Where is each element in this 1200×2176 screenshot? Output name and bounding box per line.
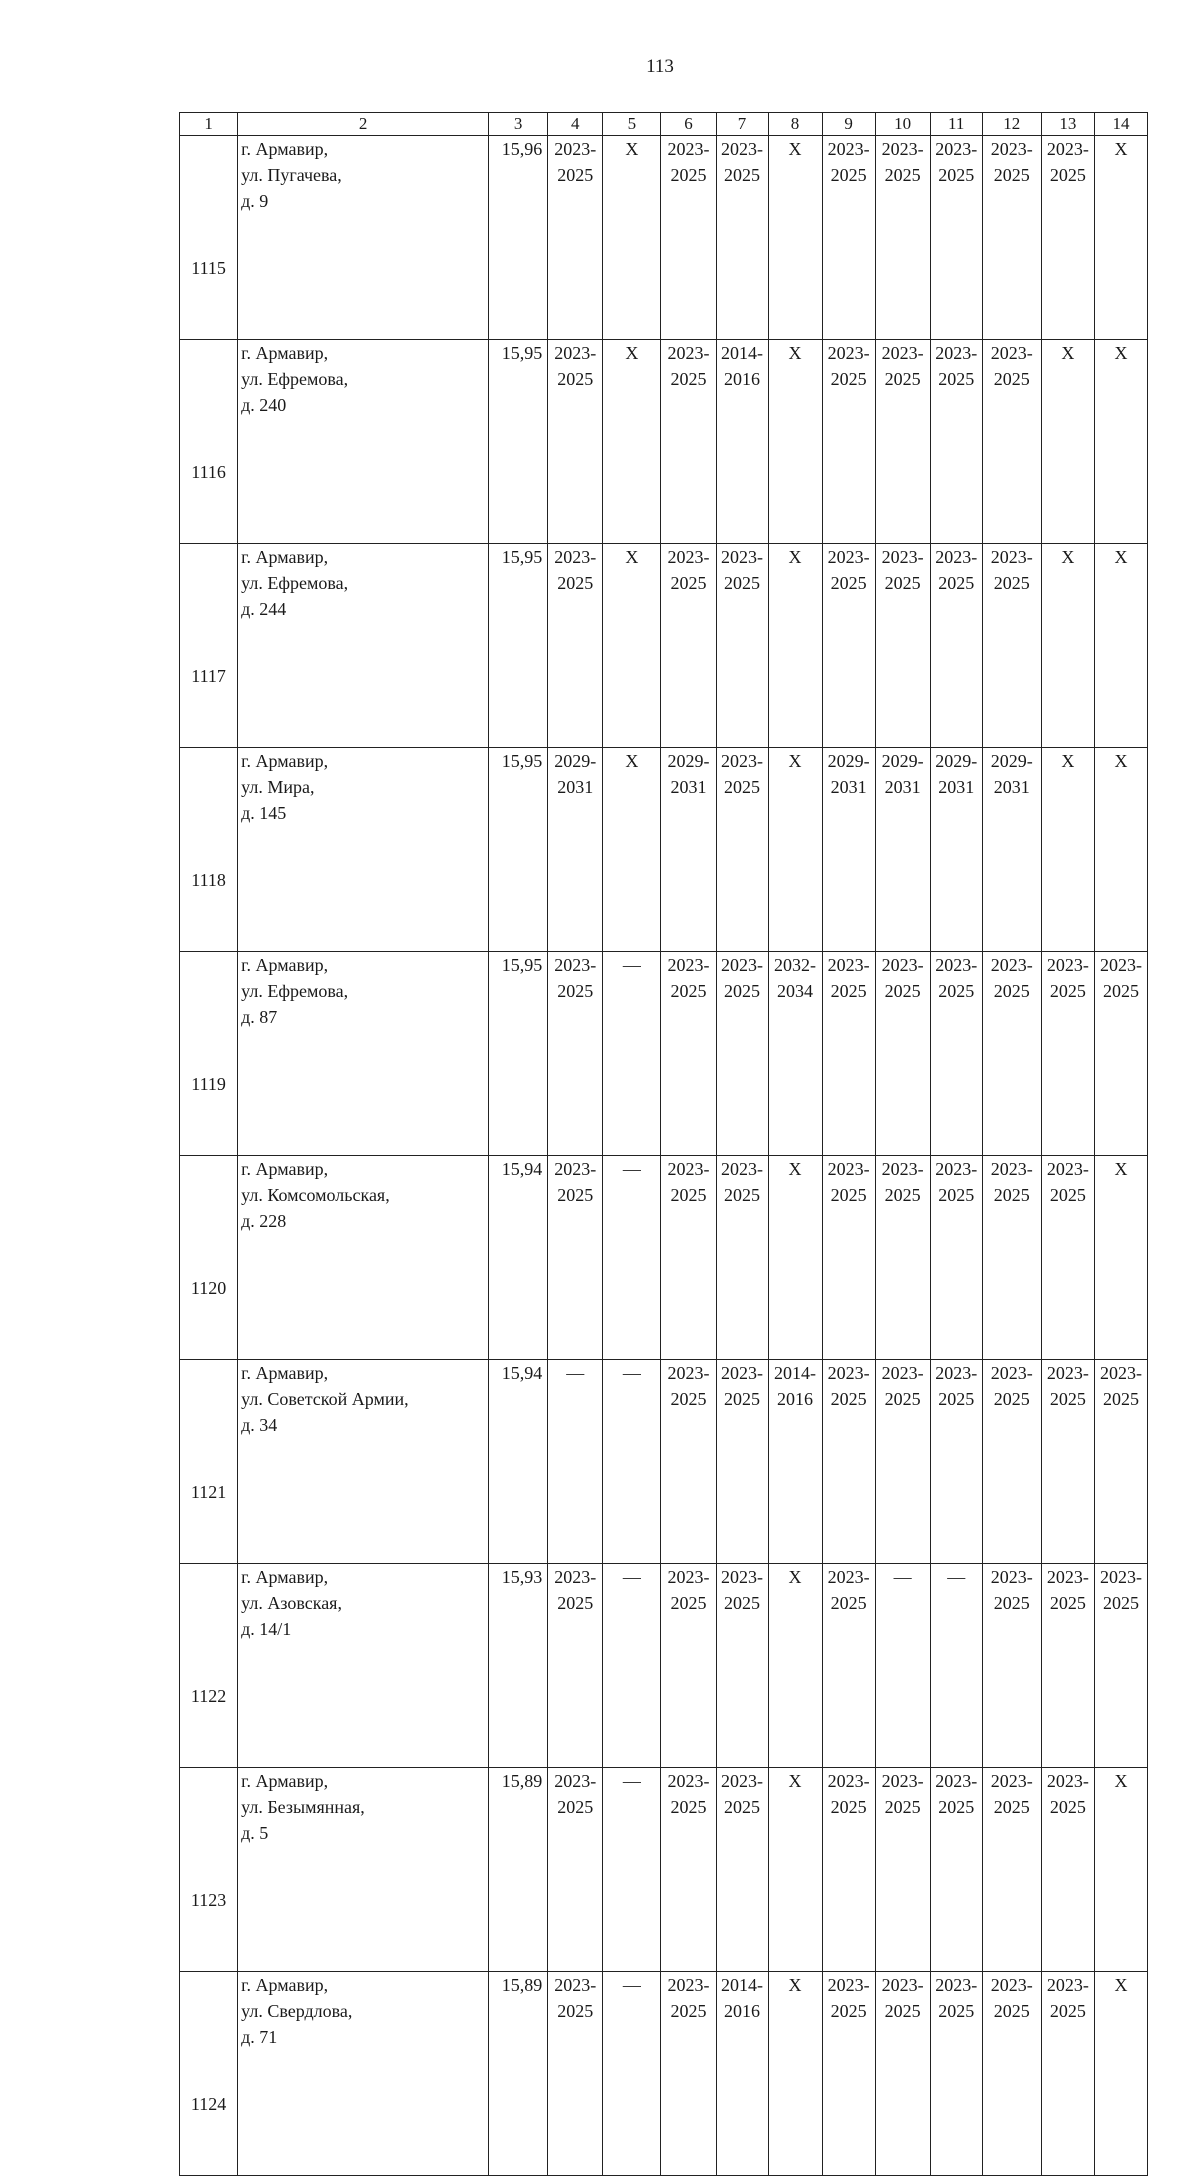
period-cell: —	[548, 1360, 603, 1564]
row-number: 1120	[180, 1156, 238, 1360]
period-cell: 2023- 2025	[982, 1768, 1041, 1972]
period-cell: 2023- 2025	[982, 1564, 1041, 1768]
area-cell: 15,93	[489, 1564, 548, 1768]
period-cell: X	[603, 544, 661, 748]
address-cell: г. Армавир, ул. Безымянная, д. 5	[238, 1768, 489, 1972]
period-cell: 2023- 2025	[822, 1768, 875, 1972]
row-number: 1122	[180, 1564, 238, 1768]
period-cell: 2023- 2025	[930, 544, 982, 748]
period-cell: 2023- 2025	[930, 136, 982, 340]
period-cell: 2014- 2016	[716, 1972, 768, 2176]
period-cell: 2023- 2025	[548, 1768, 603, 1972]
row-number: 1118	[180, 748, 238, 952]
column-header: 5	[603, 113, 661, 136]
column-header: 1	[180, 113, 238, 136]
period-cell: 2023- 2025	[822, 1972, 875, 2176]
column-header: 6	[661, 113, 716, 136]
period-cell: 2029- 2031	[822, 748, 875, 952]
period-cell: 2023- 2025	[1041, 1360, 1094, 1564]
period-cell: 2023- 2025	[875, 1156, 930, 1360]
column-header: 11	[930, 113, 982, 136]
area-cell: 15,95	[489, 748, 548, 952]
column-header: 10	[875, 113, 930, 136]
period-cell: 2023- 2025	[548, 544, 603, 748]
period-cell: 2029- 2031	[930, 748, 982, 952]
period-cell: 2023- 2025	[548, 1156, 603, 1360]
area-cell: 15,89	[489, 1768, 548, 1972]
area-cell: 15,94	[489, 1156, 548, 1360]
row-number: 1123	[180, 1768, 238, 1972]
table-row	[180, 1564, 1148, 1768]
address-cell: г. Армавир, ул. Азовская, д. 14/1	[238, 1564, 489, 1768]
period-cell: 2023- 2025	[661, 1768, 716, 1972]
row-number: 1124	[180, 1972, 238, 2176]
period-cell: 2023- 2025	[1041, 136, 1094, 340]
period-cell: 2023- 2025	[822, 136, 875, 340]
period-cell: 2023- 2025	[875, 1360, 930, 1564]
period-cell: 2023- 2025	[661, 136, 716, 340]
period-cell: 2023- 2025	[982, 136, 1041, 340]
address-cell: г. Армавир, ул. Ефремова, д. 240	[238, 340, 489, 544]
period-cell: 2023- 2025	[661, 1156, 716, 1360]
period-cell: —	[603, 1768, 661, 1972]
period-cell: 2029- 2031	[661, 748, 716, 952]
period-cell: X	[768, 1156, 822, 1360]
column-header: 14	[1094, 113, 1147, 136]
period-cell: —	[930, 1564, 982, 1768]
period-cell: 2029- 2031	[548, 748, 603, 952]
period-cell: 2032- 2034	[768, 952, 822, 1156]
period-cell: 2023- 2025	[716, 544, 768, 748]
period-cell: 2023- 2025	[716, 1156, 768, 1360]
column-header: 7	[716, 113, 768, 136]
period-cell: —	[875, 1564, 930, 1768]
period-cell: 2023- 2025	[661, 952, 716, 1156]
period-cell: 2023- 2025	[548, 952, 603, 1156]
period-cell: 2023- 2025	[661, 1360, 716, 1564]
period-cell: 2023- 2025	[1041, 1768, 1094, 1972]
period-cell: 2023- 2025	[1041, 952, 1094, 1156]
table-row	[180, 748, 1148, 952]
period-cell: X	[768, 136, 822, 340]
period-cell: 2023- 2025	[822, 544, 875, 748]
column-header: 8	[768, 113, 822, 136]
period-cell: 2023- 2025	[982, 1972, 1041, 2176]
address-cell: г. Армавир, ул. Советской Армии, д. 34	[238, 1360, 489, 1564]
column-header: 3	[489, 113, 548, 136]
period-cell: 2023- 2025	[716, 952, 768, 1156]
period-cell: —	[603, 952, 661, 1156]
table-row	[180, 1972, 1148, 2176]
period-cell: X	[603, 136, 661, 340]
period-cell: 2023- 2025	[982, 952, 1041, 1156]
area-cell: 15,96	[489, 136, 548, 340]
row-number: 1115	[180, 136, 238, 340]
period-cell: 2023- 2025	[875, 1768, 930, 1972]
period-cell: 2014- 2016	[716, 340, 768, 544]
period-cell: 2023- 2025	[716, 136, 768, 340]
period-cell: 2023- 2025	[716, 1768, 768, 1972]
row-number: 1119	[180, 952, 238, 1156]
address-cell: г. Армавир, ул. Ефремова, д. 87	[238, 952, 489, 1156]
period-cell: X	[768, 1768, 822, 1972]
address-cell: г. Армавир, ул. Пугачева, д. 9	[238, 136, 489, 340]
period-cell: —	[603, 1156, 661, 1360]
schedule-table	[179, 112, 1148, 2176]
table-row	[180, 136, 1148, 340]
period-cell: X	[1041, 340, 1094, 544]
period-cell: 2023- 2025	[930, 1972, 982, 2176]
period-cell: 2029- 2031	[982, 748, 1041, 952]
address-cell: г. Армавир, ул. Мира, д. 145	[238, 748, 489, 952]
column-header: 12	[982, 113, 1041, 136]
period-cell: 2014- 2016	[768, 1360, 822, 1564]
period-cell: 2023- 2025	[822, 1360, 875, 1564]
column-header: 13	[1041, 113, 1094, 136]
address-cell: г. Армавир, ул. Свердлова, д. 71	[238, 1972, 489, 2176]
period-cell: X	[768, 340, 822, 544]
period-cell: 2023- 2025	[875, 544, 930, 748]
table-row	[180, 544, 1148, 748]
period-cell: —	[603, 1360, 661, 1564]
period-cell: 2023- 2025	[716, 1360, 768, 1564]
period-cell: 2023- 2025	[1094, 1564, 1147, 1768]
table-row	[180, 952, 1148, 1156]
period-cell: 2023- 2025	[930, 1360, 982, 1564]
period-cell: 2023- 2025	[1041, 1972, 1094, 2176]
period-cell: 2023- 2025	[930, 952, 982, 1156]
period-cell: 2023- 2025	[875, 340, 930, 544]
period-cell: 2023- 2025	[930, 340, 982, 544]
header-row	[180, 113, 1148, 136]
page-number: 113	[646, 56, 674, 77]
period-cell: 2023- 2025	[661, 1564, 716, 1768]
period-cell: 2023- 2025	[875, 136, 930, 340]
area-cell: 15,95	[489, 544, 548, 748]
period-cell: 2023- 2025	[930, 1768, 982, 1972]
period-cell: X	[1094, 1972, 1147, 2176]
period-cell: X	[603, 748, 661, 952]
period-cell: X	[768, 748, 822, 952]
period-cell: 2023- 2025	[982, 544, 1041, 748]
period-cell: 2023- 2025	[982, 340, 1041, 544]
column-header: 9	[822, 113, 875, 136]
column-header: 4	[548, 113, 603, 136]
period-cell: 2023- 2025	[1041, 1156, 1094, 1360]
table-row	[180, 1360, 1148, 1564]
period-cell: 2023- 2025	[661, 340, 716, 544]
period-cell: 2023- 2025	[875, 1972, 930, 2176]
period-cell: 2023- 2025	[1094, 952, 1147, 1156]
period-cell: 2023- 2025	[875, 952, 930, 1156]
period-cell: 2023- 2025	[822, 340, 875, 544]
period-cell: X	[768, 544, 822, 748]
row-number: 1121	[180, 1360, 238, 1564]
period-cell: X	[1094, 544, 1147, 748]
row-number: 1116	[180, 340, 238, 544]
period-cell: 2023- 2025	[822, 1564, 875, 1768]
period-cell: X	[1094, 136, 1147, 340]
period-cell: 2023- 2025	[1041, 1564, 1094, 1768]
period-cell: 2023- 2025	[982, 1156, 1041, 1360]
area-cell: 15,89	[489, 1972, 548, 2176]
period-cell: 2023- 2025	[930, 1156, 982, 1360]
period-cell: X	[1094, 1768, 1147, 1972]
row-number: 1117	[180, 544, 238, 748]
period-cell: 2023- 2025	[661, 1972, 716, 2176]
period-cell: X	[768, 1972, 822, 2176]
period-cell: X	[768, 1564, 822, 1768]
period-cell: X	[1041, 544, 1094, 748]
period-cell: 2023- 2025	[822, 952, 875, 1156]
period-cell: 2029- 2031	[875, 748, 930, 952]
period-cell: 2023- 2025	[982, 1360, 1041, 1564]
period-cell: 2023- 2025	[716, 1564, 768, 1768]
area-cell: 15,94	[489, 1360, 548, 1564]
period-cell: 2023- 2025	[548, 136, 603, 340]
table-row	[180, 340, 1148, 544]
period-cell: X	[1094, 748, 1147, 952]
address-cell: г. Армавир, ул. Ефремова, д. 244	[238, 544, 489, 748]
area-cell: 15,95	[489, 952, 548, 1156]
period-cell: 2023- 2025	[661, 544, 716, 748]
period-cell: —	[603, 1564, 661, 1768]
area-cell: 15,95	[489, 340, 548, 544]
period-cell: 2023- 2025	[548, 340, 603, 544]
period-cell: X	[1094, 340, 1147, 544]
table-row	[180, 1768, 1148, 1972]
period-cell: 2023- 2025	[1094, 1360, 1147, 1564]
period-cell: 2023- 2025	[548, 1564, 603, 1768]
address-cell: г. Армавир, ул. Комсомольская, д. 228	[238, 1156, 489, 1360]
period-cell: X	[1094, 1156, 1147, 1360]
period-cell: 2023- 2025	[822, 1156, 875, 1360]
period-cell: 2023- 2025	[548, 1972, 603, 2176]
period-cell: X	[603, 340, 661, 544]
period-cell: X	[1041, 748, 1094, 952]
period-cell: —	[603, 1972, 661, 2176]
table-row	[180, 1156, 1148, 1360]
period-cell: 2023- 2025	[716, 748, 768, 952]
column-header: 2	[238, 113, 489, 136]
